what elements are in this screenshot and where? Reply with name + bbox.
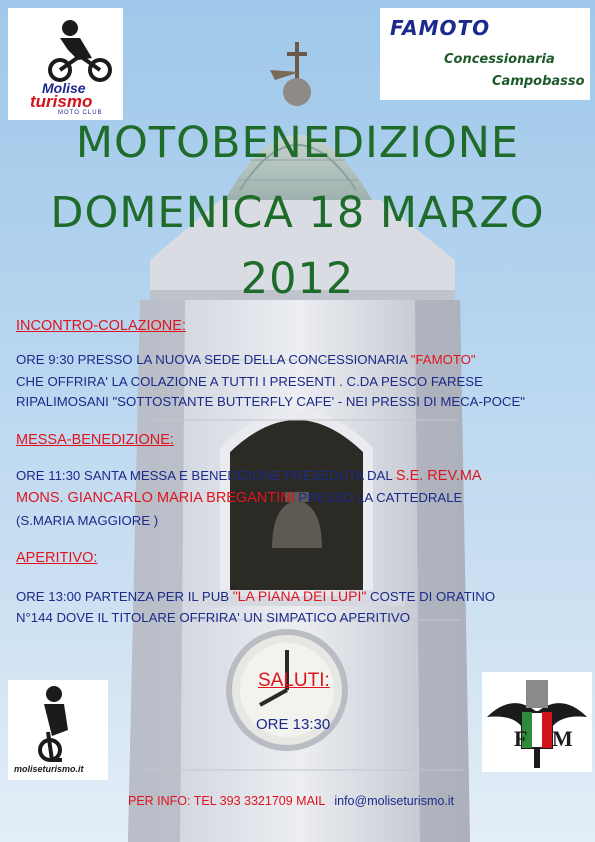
svg-text:F: F: [514, 726, 528, 751]
bishop-name-highlight: MONS. GIANCARLO MARIA BREGANTINI: [16, 490, 295, 506]
saluti-heading: SALUTI:: [258, 670, 330, 691]
logo-text-turismo: turismo: [30, 92, 93, 111]
logo-text-molise: Molise: [42, 80, 86, 96]
section-line: ORE 13:00 PARTENZA PER IL PUB "LA PIANA DEI LUPI" COSTE DI ORATINO: [16, 588, 496, 604]
moliseturismo-site-logo: [8, 680, 108, 780]
famoto-subtitle-2: Campobasso: [492, 74, 585, 89]
famoto-box: [380, 8, 590, 100]
section-line: (S.MARIA MAGGIORE ): [16, 513, 159, 528]
bishop-title-highlight: S.E. REV.MA: [395, 468, 482, 484]
molise-turismo-logo: [8, 8, 123, 120]
section-heading-aperitivo: APERITIVO:: [16, 550, 98, 566]
section-line: ORE 11:30 SANTA MESSA E BENEDIZIONE PRESEDUTA DAL S.E. REV.MA: [16, 468, 482, 484]
section-line: ORE 9:30 PRESSO LA NUOVA SEDE DELLA CONCESSIONARIA "FAMOTO": [16, 352, 476, 367]
title-line-1: MOTOBENEDIZIONE: [75, 118, 520, 168]
svg-text:M: M: [552, 726, 573, 751]
famoto-subtitle-1: Concessionaria: [444, 52, 555, 67]
saluti-time: ORE 13:30: [256, 716, 331, 733]
section-heading-colazione: INCONTRO-COLAZIONE:: [16, 318, 186, 334]
title-line-2: DOMENICA 18 MARZO: [50, 188, 545, 238]
footer-label: PER INFO: TEL 393 3321709 MAIL: [128, 794, 325, 808]
section-line: N°144 DOVE IL TITOLARE OFFRIRA' UN SIMPATICO APERITIVO: [16, 610, 410, 625]
famoto-brand: FAMOTO: [390, 16, 491, 40]
section-heading-messa: MESSA-BENEDIZIONE:: [16, 432, 174, 448]
famoto-highlight: "FAMOTO": [410, 352, 476, 367]
site-logo-text: moliseturismo.it: [14, 764, 84, 774]
footer-email[interactable]: info@moliseturismo.it: [334, 794, 455, 808]
footer-info: [128, 794, 454, 808]
pub-name-highlight: "LA PIANA DEI LUPI": [232, 588, 367, 604]
fmi-logo: [482, 672, 592, 772]
section-line: RIPALIMOSANI "SOTTOSTANTE BUTTERFLY CAFE' - NEI PRESSI DI MECA-POCE": [16, 394, 525, 409]
fmi-emblem-icon: [482, 672, 592, 772]
section-line: CHE OFFRIRA' LA COLAZIONE A TUTTI I PRESENTI . C.DA PESCO FARESE: [16, 374, 483, 389]
section-line: MONS. GIANCARLO MARIA BREGANTINI PRESSO LA CATTEDRALE: [16, 490, 463, 506]
title-line-3: 2012: [240, 254, 355, 304]
logo-text-motoclub: MOTO CLUB: [58, 110, 103, 116]
